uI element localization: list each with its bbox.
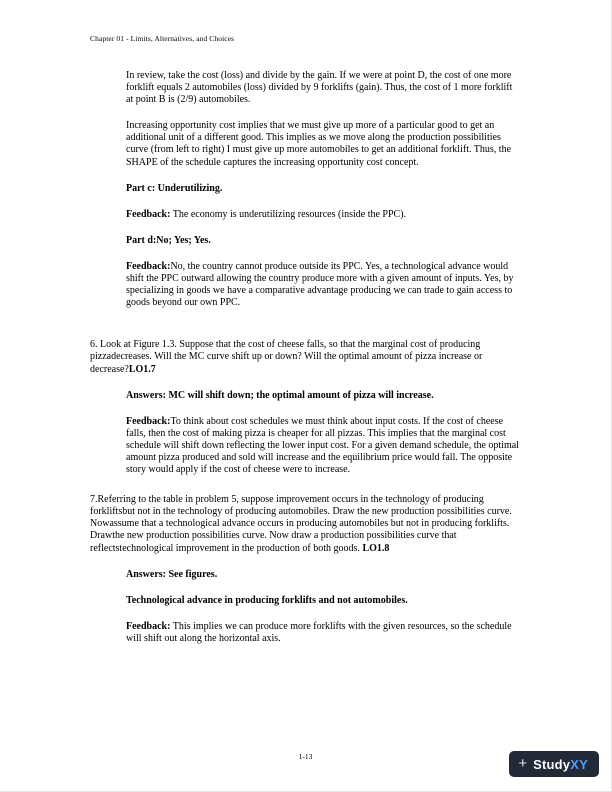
paragraph <box>126 390 522 402</box>
brand-name <box>533 758 588 771</box>
text-run: The economy is underutilizing resources (inside the PPC). <box>170 208 407 220</box>
bold-text-run: LO1.7 <box>128 363 156 375</box>
paragraph <box>126 209 522 221</box>
paragraph <box>126 569 522 581</box>
paragraph <box>126 595 522 607</box>
bold-text-run: Answers: See figures. <box>126 568 218 580</box>
bold-text-run: Feedback: <box>126 415 171 427</box>
running-header: Chapter 01 - Limits, Alternatives, and Choices <box>90 34 235 43</box>
text-run: Increasing opportunity cost implies that we must give up more of a particular good to get an additional unit of a different good. This implies as we move along the production possibilities curve (from left to right) I must give up more automobiles to get an additional forklift. Thus, the SHAPE of the schedule captures the increasing opportunity cost concept. <box>126 120 512 168</box>
bold-text-run: Feedback: <box>126 208 171 220</box>
paragraph <box>126 235 522 247</box>
text-run: No, the country cannot produce outside its PPC. Yes, a technological advance would shift the PPC outward allowing the country produce more with a given amount of inputs. Yes, by specializing in goods we have a comparative advantage producing we can trade to gain access to goods beyond our own PPC. <box>126 260 514 309</box>
paragraph <box>126 120 522 168</box>
bold-text-run: Answers: MC will shift down; the optimal amount of pizza will increase. <box>126 389 434 401</box>
bold-text-run: Technological advance in producing forklifts and not automobiles. <box>126 594 408 606</box>
bold-text-run: Feedback: <box>126 620 171 632</box>
brand-name-secondary: XY <box>570 756 588 772</box>
paragraph <box>90 494 522 554</box>
bold-text-run: Part c: Underutilizing. <box>126 182 223 194</box>
bold-text-run: LO1.8 <box>362 542 390 554</box>
bold-text-run: Part d:No; Yes; Yes. <box>126 234 211 246</box>
brand-name-primary: Study <box>533 756 571 772</box>
paragraph <box>126 70 522 106</box>
page-number: 1-13 <box>298 752 313 761</box>
text-run: To think about cost schedules we must think about input costs. If the cost of cheese falls, then the cost of making pizza is cheaper for all pizzas. This implies that the marginal cost schedule will shift down reflecting the lower input cost. For a given demand schedule, the optimal amount pizza produced and sold will increase and the equilibrium price would fall. The opposite story would apply if the cost of cheese were to increase. <box>126 415 519 476</box>
plus-icon: + <box>518 754 528 772</box>
paragraph <box>126 621 522 645</box>
text-run: 7.Referring to the table in problem 5, suppose improvement occurs in the technology of producing forkliftsbut not in the technology of producing automobiles. Draw the new production possibilities curve. Nowassume that a technological advance occurs in producing automobiles but not in producing forklifts. Drawthe new production possibilities curve. Now draw a production possibilities curve that reflectstechnological improvement in the production of both goods. <box>90 494 512 554</box>
text-run: 6. Look at Figure 1.3. Suppose that the cost of cheese falls, so that the marginal cost of producing pizzadecreases. Will the MC curve shift up or down? Will the optimal amount of pizza increase or decrease? <box>90 339 483 375</box>
paragraph <box>126 183 522 195</box>
studyxy-watermark <box>509 751 599 777</box>
document-body <box>90 70 522 659</box>
paragraph <box>126 261 522 309</box>
bold-text-run: Feedback: <box>126 260 171 272</box>
paragraph <box>90 339 522 375</box>
paragraph <box>126 416 522 476</box>
text-run: In review, take the cost (loss) and divide by the gain. If we were at point D, the cost of one more forklift equals 2 automobiles (loss) divided by 9 forklifts (gain). Thus, the cost of 1 more forklift at point B is (2/9) automobiles. <box>126 70 513 106</box>
text-run: This implies we can produce more forklifts with the given resources, so the schedule will shift out along the horizontal axis. <box>126 620 512 644</box>
